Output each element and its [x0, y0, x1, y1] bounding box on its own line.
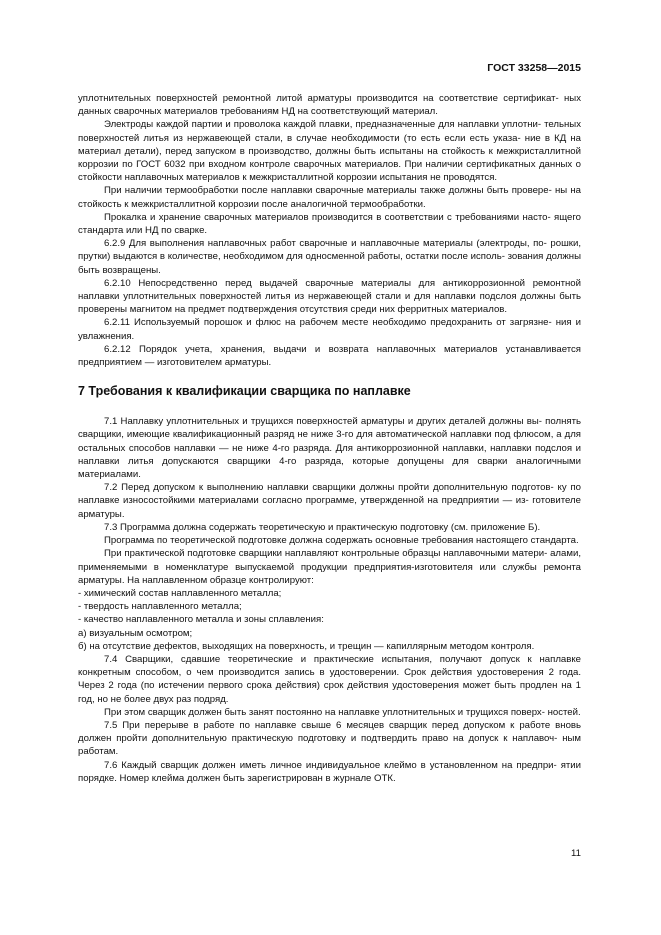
list-item: - качество наплавленного металла и зоны сплавления:	[78, 614, 324, 626]
paragraph: Прокалка и хранение сварочных материалов производится в соответствии с требованиями насто- ящего стандарта или НД по сварке.	[78, 211, 581, 237]
paragraph: 7.4 Сварщики, сдавшие теоретические и практические испытания, получают допуск к наплавке конкретным способом, о чем производится запись в удостоверении. Срок действия удостоверения 2 года. Через 2 года (по истечении первого срока действия) срок действия удостоверения может быть продлен на 1 год, но не более двух раз подряд.	[78, 653, 581, 705]
document-body	[78, 92, 581, 785]
paragraph: 6.2.11 Используемый порошок и флюс на рабочем месте необходимо предохранить от загрязне- ния и увлажнения.	[78, 317, 581, 342]
paragraph: При этом сварщик должен быть занят постоянно на наплавке уплотнительных и трущихся поверх- ностей.	[104, 706, 581, 718]
list-item: - твердость наплавленного металла;	[78, 601, 242, 613]
paragraph: 6.2.12 Порядок учета, хранения, выдачи и возврата наплавочных материалов устанавливается предприятием — изготовителем арматуры.	[78, 343, 581, 369]
paragraph: При наличии термообработки после наплавки сварочные материалы также должны быть провере- ны на стойкость к межкристаллитной коррозии после аналогичной термообработки.	[78, 185, 581, 210]
paragraph: 7.1 Наплавку уплотнительных и трущихся поверхностей арматуры и других деталей должны вы- полнять сварщики, имеющие квалификационный разряд не ниже 3-го для автоматической наплавки под флюсом, а для остальных способов наплавки — не ниже 4-го разряда. Для антикоррозионной наплавки, наплавки подслоя и наплавки литья допускаются сварщики 4-го разряда, которые допущены для сварки аналогичными материалами.	[78, 416, 581, 481]
paragraph: 6.2.9 Для выполнения наплавочных работ сварочные и наплавочные материалы (электроды, по- рошки, прутки) выдаются в количестве, необходимом для односменной работы, остатки после исполь- зования должны быть возвращены.	[78, 238, 581, 276]
paragraph: Программа по теоретической подготовке должна содержать основные требования настоящего стандарта.	[104, 535, 579, 547]
page-number: 11	[571, 848, 581, 859]
section-title: 7 Требования к квалификации сварщика по наплавке	[78, 384, 411, 399]
paragraph: уплотнительных поверхностей ремонтной литой арматуры производится на соответствие сертификат- ных данных сварочных материалов требованиям НД на соответствующий материал.	[78, 93, 581, 118]
paragraph: Электроды каждой партии и проволока каждой плавки, предназначенные для наплавки уплотни- тельных поверхностей литья из нержавеющей стали, в случае необходимости (то есть если есть указа- ние в КД на материал детали), перед запуском в производство, должны быть испытаны на стойкость к межкристаллитной коррозии по ГОСТ 6032 при входном контроле сварочных материалов. При наличии сертификатных данных о стойкости наплавочных материалов к межкристаллитной коррозии испытания не проводятся.	[78, 119, 581, 184]
paragraph: 7.5 При перерыве в работе по наплавке свыше 6 месяцев сварщик перед допуском к работе вновь должен пройти дополнительную практическую подготовку и подтвердить право на допуск к наплавоч- ным работам.	[78, 719, 581, 758]
standard-header: ГОСТ 33258—2015	[487, 62, 581, 74]
list-item: б) на отсутствие дефектов, выходящих на поверхность, и трещин — капиллярным методом контроля.	[78, 640, 535, 652]
paragraph: 7.6 Каждый сварщик должен иметь личное индивидуальное клеймо в установленном на предпри- ятии порядке. Номер клейма должен быть зарегистрирован в журнале ОТК.	[78, 759, 581, 784]
paragraph: 7.3 Программа должна содержать теоретическую и практическую подготовку (см. приложение Б).	[104, 521, 541, 533]
paragraph: 7.2 Перед допуском к выполнению наплавки сварщики должны пройти дополнительную подготов- ку по наплавке износостойкими материалами согласно программе, утвержденной на предприятии — из- готовителе арматуры.	[78, 482, 581, 520]
paragraph: 6.2.10 Непосредственно перед выдачей сварочные материалы для антикоррозионной ремонтной наплавки уплотнительных поверхностей литья из нержавеющей стали и для наплавки подслоя должны быть проверены магнитом на предмет подтверждения отсутствия среди них ферритных материалов.	[78, 277, 581, 316]
list-item: а) визуальным осмотром;	[78, 627, 193, 639]
list-item: - химический состав наплавленного металла;	[78, 587, 282, 599]
paragraph: При практической подготовке сварщики наплавляют контрольные образцы наплавочными матери- алами, применяемыми в номенклатуре выпускаемой продукции предприятия-изготовителя или службы ремонта арматуры. На наплавленном образце контролируют:	[78, 548, 581, 586]
